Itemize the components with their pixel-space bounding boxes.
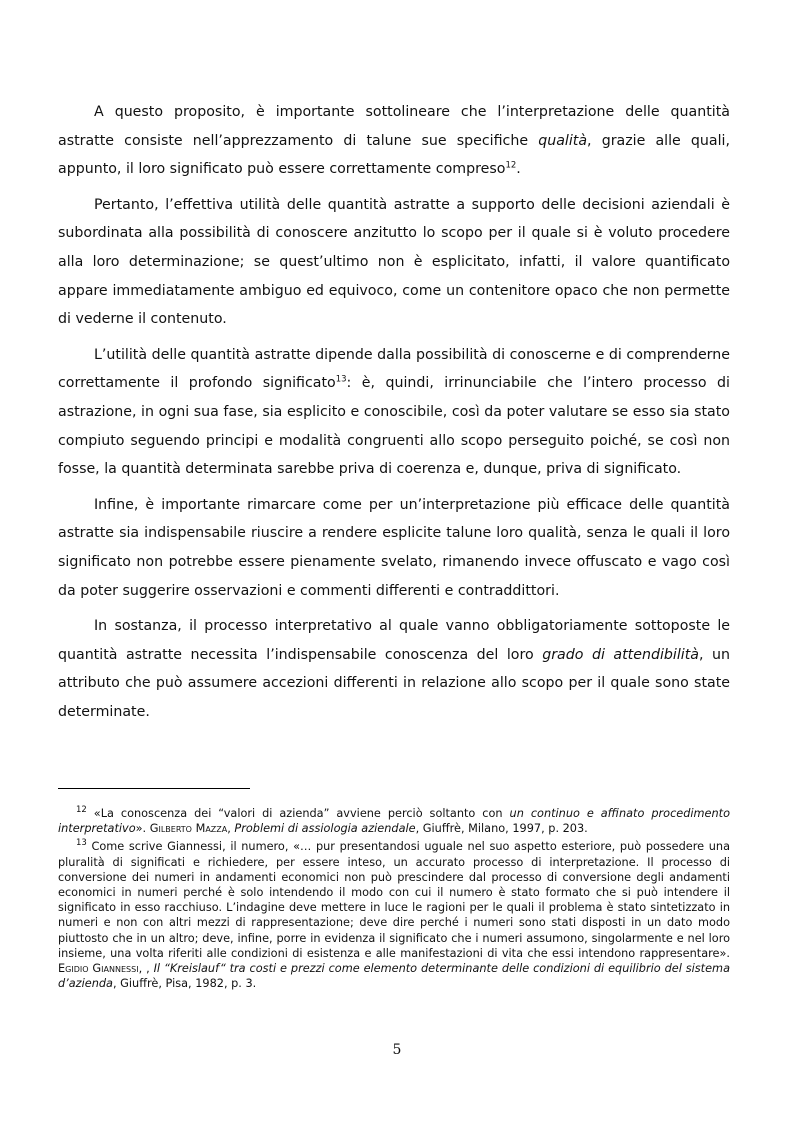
footnote-12-text-2: ».	[135, 822, 150, 836]
paragraph-1-text-2: , grazie alle quali, appunto, il loro significato può essere correttamente compreso	[58, 132, 730, 178]
footnote-13-author: Egidio Giannessi	[58, 962, 139, 976]
footnote-13-text: Come scrive Giannessi, il numero, «… pur presentandosi uguale nel suo aspetto esteriore, può possedere una pluralità di significati e richiedere, per essere inteso, un accurato processo di interpretazione. Il processo di conversione dei numeri in andamenti economici non può prescindere dal processo di conversione degli andamenti economici in numeri perché è solo intendendo il modo con cui il numero è stato formato che si può intendere il significato in esso racchiuso. L’indagine deve mettere in luce le ragioni per le quali il problema è stato sintetizzato in numeri e non con altri mezzi di rappresentazione; deve dire perché i numeri sono stati disposti in un dato modo piuttosto che in un altro; deve, infine, porre in evidenza il significato che i numeri assumono, singolarmente e nel loro insieme, una volta riferiti alle condizioni di esistenza e alle manifestazioni di vita che essi intendono rappresentare».	[58, 840, 730, 960]
paragraph-2	[58, 191, 730, 334]
body-text	[58, 98, 730, 733]
footnote-number-13: 13	[76, 838, 87, 849]
footnote-12-text: «La conoscenza dei “valori di azienda” avviene perciò soltanto con	[86, 807, 510, 820]
footnote-13-sep: , ,	[138, 962, 154, 976]
paragraph-1-text: A questo proposito, è importante sottolineare che l’interpretazione delle quantità astratte consiste nell’apprezzamento di talune sue specifiche	[58, 104, 730, 149]
paragraph-3-text-2: : è, quindi, irrinunciabile che l’intero processo di astrazione, in ogni sua fase, sia esplicito e conoscibile, così da poter valutare se esso sia stato compiuto seguendo principi e modalità congruenti allo scopo perseguito poiché, se così non fosse, la quantità determinata sarebbe priva di coerenza e, dunque, priva di significato.	[58, 375, 730, 478]
page-number: 5	[392, 1042, 402, 1058]
footnote-12	[58, 806, 730, 836]
footnote-13-publisher: , Giuffrè, Pisa, 1982, p. 3.	[112, 977, 257, 991]
paragraph-4-text: Infine, è importante rimarcare come per un’interpretazione più efficace delle quantità astratte sia indispensabile riuscire a rendere esplicite talune loro qualità, senza le quali il loro significato non potrebbe essere pienamente svelato, rimanendo invece offuscato e vago così da poter suggerire osservazioni e commenti differenti e contraddittori.	[58, 496, 730, 599]
paragraph-5-text: In sostanza, il processo interpretativo al quale vanno obbligatoriamente sottoposte le quantità astratte necessita l’indispensabile conoscenza del loro	[58, 618, 730, 663]
footnote-ref-13[interactable]: 13	[335, 374, 347, 385]
paragraph-5	[58, 612, 730, 726]
footnote-12-italic: un continuo e affinato procedimento interpretativo	[58, 807, 730, 836]
paragraph-5-text-2: , un attributo che può assumere accezioni differenti in relazione allo scopo per il quale sono state determinate.	[58, 646, 730, 720]
footnote-number-12: 12	[76, 805, 87, 816]
footnote-12-work-title: Problemi di assiologia aziendale	[234, 822, 416, 836]
footnote-separator	[58, 788, 250, 789]
paragraph-1-end: .	[516, 161, 521, 178]
paragraph-3-text: L’utilità delle quantità astratte dipende dalla possibilità di conoscerne e di comprenderne correttamente il profondo significato	[58, 346, 730, 392]
paragraph-4	[58, 491, 730, 605]
footnote-13	[58, 839, 730, 991]
footnote-12-sep: ,	[227, 822, 235, 836]
emphasis-qualita: qualità	[538, 132, 588, 149]
paragraph-2-text: Pertanto, l’effettiva utilità delle quantità astratte a supporto delle decisioni aziendali è subordinata alla possibilità di conoscere anzitutto lo scopo per il quale si è voluto procedere alla loro determinazione; se quest’ultimo non è esplicitato, infatti, il valore quantificato appare immediatamente ambiguo ed equivoco, come un contenitore opaco che non permette di vederne il contenuto.	[58, 196, 730, 328]
paragraph-1	[58, 98, 730, 184]
paragraph-3	[58, 341, 730, 484]
footnote-13-work-title: Il “Kreislauf“ tra costi e prezzi come elemento determinante delle condizioni di equilibrio del sistema d’azienda	[58, 962, 730, 991]
footnote-12-publisher: , Giuffrè, Milano, 1997, p. 203.	[415, 822, 588, 836]
footnote-ref-12[interactable]: 12	[505, 160, 517, 171]
footnotes	[58, 806, 730, 994]
footnote-12-author: Gilberto Mazza	[149, 822, 228, 836]
emphasis-grado-attendibilita: grado di attendibilità	[542, 646, 699, 663]
